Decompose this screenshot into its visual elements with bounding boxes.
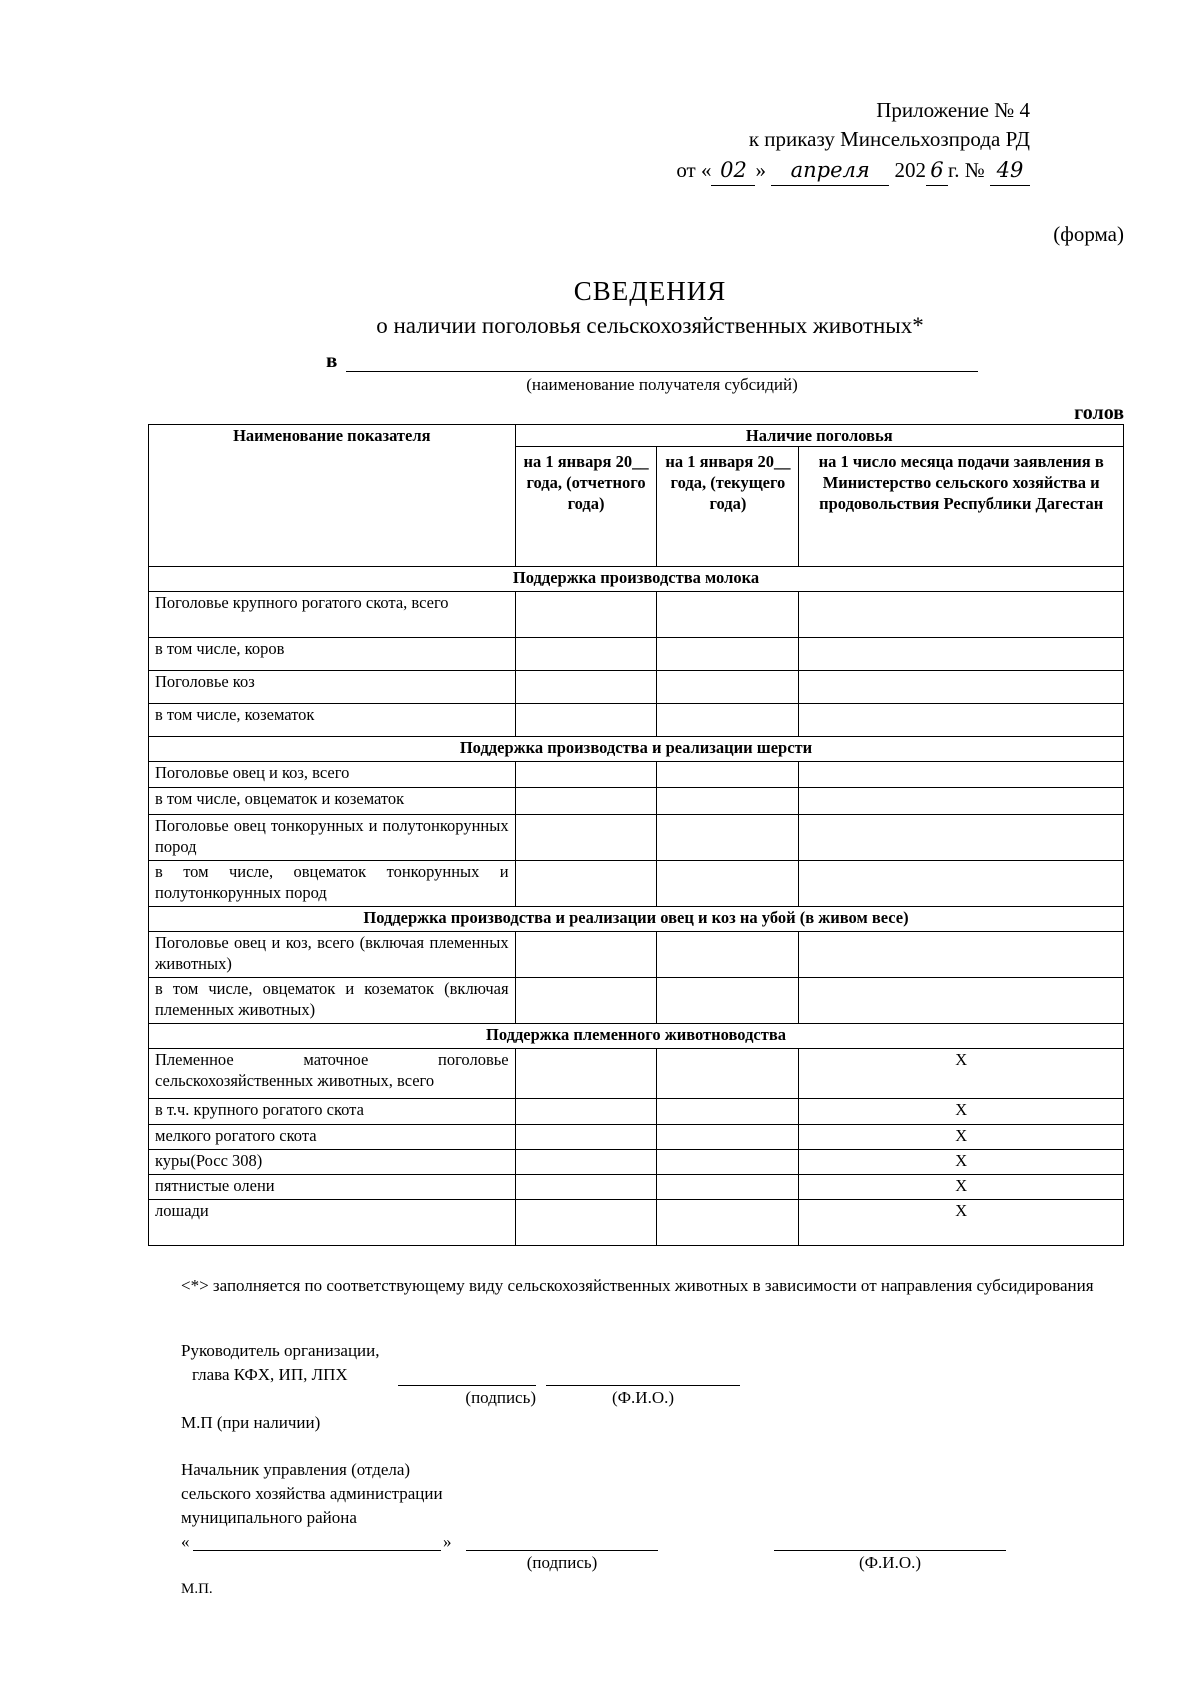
cell-current-year[interactable] (657, 762, 799, 788)
appendix-date-line (676, 156, 1030, 186)
cell-application-month[interactable] (799, 978, 1124, 1024)
cell-current-year[interactable] (657, 1049, 799, 1099)
row-label: Племенное маточное поголовье сельскохозяйственных животных, всего (149, 1049, 516, 1099)
cell-application-month[interactable] (799, 638, 1124, 671)
header-col-current-year: на 1 января 20__ года, (текущего года) (657, 447, 799, 567)
order-number: 49 (990, 156, 1030, 186)
full-name-caption: (Ф.И.О.) (611, 1388, 675, 1407)
footnote: <*> заполняется по соответствующему виду сельскохозяйственных животных в зависимости от направления субсидирования (181, 1276, 1094, 1295)
cell-current-year[interactable] (657, 1175, 799, 1200)
cell-reporting-year[interactable] (515, 788, 657, 815)
cell-reporting-year[interactable] (515, 638, 657, 671)
chief-signature-caption: (подпись) (526, 1553, 598, 1572)
chief-signature-field[interactable] (466, 1550, 658, 1551)
section-title: Поддержка производства молока (149, 567, 1124, 592)
date-day: 02 (711, 156, 755, 186)
signature-field[interactable] (398, 1385, 536, 1386)
chief-title-line1: Начальник управления (отдела) (181, 1460, 411, 1479)
signer-title-line1: Руководитель организации, (181, 1341, 380, 1360)
cell-application-month[interactable] (799, 704, 1124, 737)
unit-label: голов (1074, 402, 1124, 424)
table-row (149, 1049, 1124, 1099)
chief-full-name-field[interactable] (774, 1550, 1006, 1551)
cell-current-year[interactable] (657, 671, 799, 704)
section-title: Поддержка производства и реализации овец и коз на убой (в живом весе) (149, 907, 1124, 932)
row-label: Поголовье крупного рогатого скота, всего (149, 592, 516, 638)
row-label: лошади (149, 1200, 516, 1246)
table-row (149, 592, 1124, 638)
cell-reporting-year[interactable] (515, 762, 657, 788)
row-label: в том числе, коров (149, 638, 516, 671)
cell-application-month: X (799, 1175, 1124, 1200)
cell-application-month[interactable] (799, 762, 1124, 788)
cell-application-month: X (799, 1200, 1124, 1246)
date-month: апреля (771, 156, 889, 186)
chief-title-line3: муниципального района (181, 1508, 357, 1527)
cell-current-year[interactable] (657, 638, 799, 671)
cell-current-year[interactable] (657, 1150, 799, 1175)
table-row (149, 1125, 1124, 1150)
cell-reporting-year[interactable] (515, 861, 657, 907)
cell-reporting-year[interactable] (515, 978, 657, 1024)
page-subtitle: о наличии поголовья сельскохозяйственных животных* (376, 313, 924, 338)
signer-title-line2: глава КФХ, ИП, ЛПХ (192, 1365, 348, 1384)
district-quote-open: « (181, 1532, 190, 1551)
row-label: Поголовье овец и коз, всего (включая племенных животных) (149, 932, 516, 978)
table-row (149, 762, 1124, 788)
row-label: в т.ч. крупного рогатого скота (149, 1099, 516, 1125)
cell-current-year[interactable] (657, 978, 799, 1024)
row-label: Поголовье овец тонкорунных и полутонкорунных пород (149, 815, 516, 861)
cell-current-year[interactable] (657, 932, 799, 978)
cell-current-year[interactable] (657, 704, 799, 737)
cell-application-month[interactable] (799, 815, 1124, 861)
cell-reporting-year[interactable] (515, 1125, 657, 1150)
cell-current-year[interactable] (657, 788, 799, 815)
table-row (149, 1150, 1124, 1175)
district-quote-close: » (443, 1532, 452, 1551)
cell-application-month: X (799, 1150, 1124, 1175)
row-label: куры(Росс 308) (149, 1150, 516, 1175)
chief-full-name-caption: (Ф.И.О.) (858, 1553, 922, 1572)
table-row (149, 638, 1124, 671)
table-row (149, 815, 1124, 861)
date-mid: » (755, 158, 766, 182)
table-row (149, 671, 1124, 704)
table-row (149, 861, 1124, 907)
table-row (149, 978, 1124, 1024)
cell-current-year[interactable] (657, 815, 799, 861)
section-title: Поддержка производства и реализации шерсти (149, 737, 1124, 762)
cell-current-year[interactable] (657, 1125, 799, 1150)
row-label: пятнистые олени (149, 1175, 516, 1200)
header-indicator: Наименование показателя (149, 425, 516, 567)
cell-application-month: X (799, 1125, 1124, 1150)
cell-application-month[interactable] (799, 861, 1124, 907)
cell-application-month[interactable] (799, 592, 1124, 638)
cell-current-year[interactable] (657, 1200, 799, 1246)
cell-current-year[interactable] (657, 1099, 799, 1125)
recipient-prefix: в (326, 348, 338, 372)
cell-reporting-year[interactable] (515, 1099, 657, 1125)
cell-reporting-year[interactable] (515, 815, 657, 861)
recipient-field[interactable] (346, 371, 978, 372)
table-row (149, 788, 1124, 815)
cell-application-month: X (799, 1099, 1124, 1125)
row-label: Поголовье коз (149, 671, 516, 704)
form-label: (форма) (1053, 222, 1124, 246)
cell-current-year[interactable] (657, 861, 799, 907)
stamp-label: М.П (при наличии) (181, 1413, 321, 1432)
cell-reporting-year[interactable] (515, 592, 657, 638)
appendix-number: Приложение № 4 (876, 98, 1030, 122)
table-row (149, 704, 1124, 737)
row-label: мелкого рогатого скота (149, 1125, 516, 1150)
livestock-table (148, 424, 1124, 1246)
cell-reporting-year[interactable] (515, 1200, 657, 1246)
table-row (149, 1200, 1124, 1246)
cell-reporting-year[interactable] (515, 671, 657, 704)
row-label: Поголовье овец и коз, всего (149, 762, 516, 788)
date-year-prefix: 202 (894, 158, 926, 182)
row-label: в том числе, овцематок и козематок (включая племенных животных) (149, 978, 516, 1024)
page-title: СВЕДЕНИЯ (573, 276, 727, 306)
chief-stamp-label: М.П. (181, 1581, 213, 1597)
date-prefix: от « (676, 158, 712, 182)
cell-application-month[interactable] (799, 671, 1124, 704)
row-label: в том числе, козематок (149, 704, 516, 737)
table-row (149, 932, 1124, 978)
recipient-caption: (наименование получателя субсидий) (526, 375, 798, 394)
cell-current-year[interactable] (657, 592, 799, 638)
cell-reporting-year[interactable] (515, 932, 657, 978)
cell-reporting-year[interactable] (515, 704, 657, 737)
chief-title-line2: сельского хозяйства администрации (181, 1484, 443, 1503)
cell-reporting-year[interactable] (515, 1150, 657, 1175)
date-number-prefix: г. № (947, 158, 985, 182)
appendix-order: к приказу Минсельхозпрода РД (748, 127, 1030, 151)
cell-reporting-year[interactable] (515, 1049, 657, 1099)
header-col-application-month: на 1 число месяца подачи заявления в Министерство сельского хозяйства и продовольствия Республики Дагестан (799, 447, 1124, 567)
full-name-field[interactable] (546, 1385, 740, 1386)
date-year-digit: 6 (926, 156, 948, 186)
section-title: Поддержка племенного животноводства (149, 1024, 1124, 1049)
header-livestock: Наличие поголовья (515, 425, 1123, 447)
cell-application-month[interactable] (799, 932, 1124, 978)
table-row (149, 1175, 1124, 1200)
header-col-reporting-year: на 1 января 20__ года, (отчетного года) (515, 447, 657, 567)
table-row (149, 1099, 1124, 1125)
row-label: в том числе, овцематок тонкорунных и полутонкорунных пород (149, 861, 516, 907)
cell-application-month[interactable] (799, 788, 1124, 815)
cell-reporting-year[interactable] (515, 1175, 657, 1200)
district-name-field[interactable] (193, 1550, 441, 1551)
cell-application-month: X (799, 1049, 1124, 1099)
signature-caption: (подпись) (465, 1388, 536, 1407)
row-label: в том числе, овцематок и козематок (149, 788, 516, 815)
